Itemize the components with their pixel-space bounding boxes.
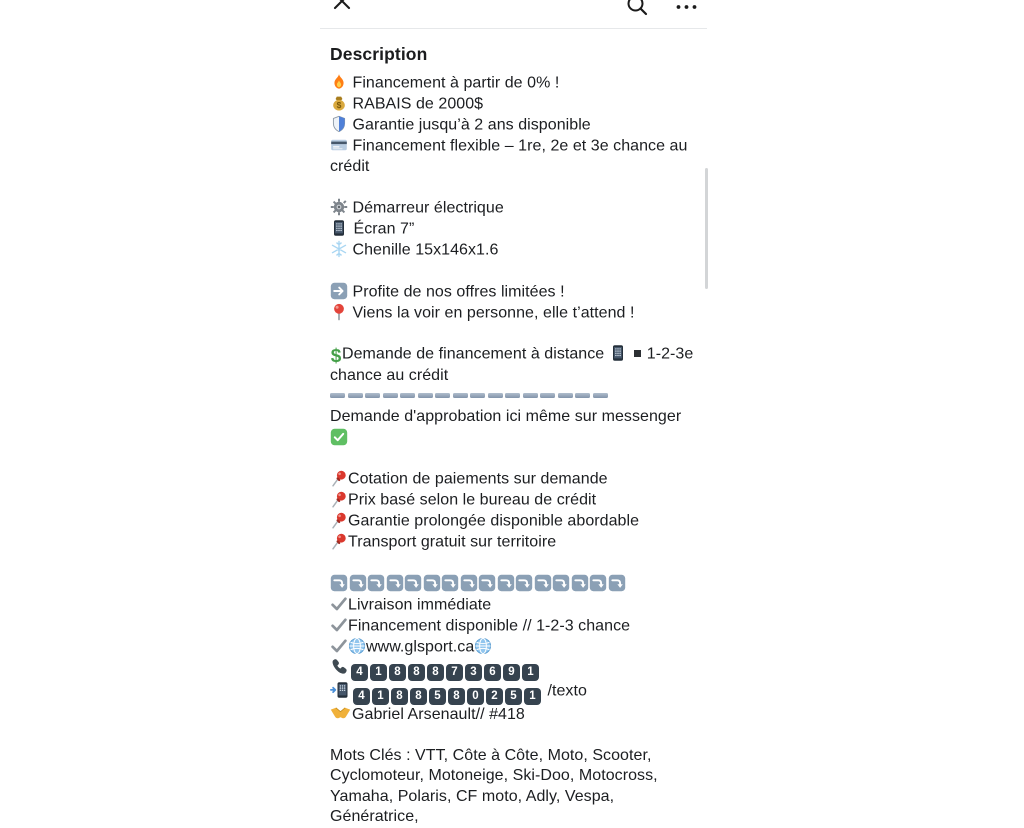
description-line: Financement disponible // 1-2-3 chance [330, 616, 698, 637]
description-line: Demande d'approbation ici même sur messenger [330, 407, 698, 449]
description-line: Prix basé selon le bureau de crédit [330, 490, 698, 511]
down-arrow-icon [497, 574, 515, 592]
section-title: Description [330, 44, 428, 64]
description-line: Chenille 15x146x1.6 [330, 240, 698, 261]
down-arrow-icon [404, 574, 422, 592]
keycap-digit: 1 [524, 688, 541, 705]
description-line: Cotation de paiements sur demande [330, 469, 698, 490]
description-line: Garantie jusqu’à 2 ans disponible [330, 115, 698, 136]
keycap-digit: 8 [408, 664, 425, 681]
blank-line [330, 178, 698, 199]
description-line: Gabriel Arsenault// #418 [330, 705, 698, 726]
keycap-digit: 4 [353, 688, 370, 705]
down-arrow-icon [367, 574, 385, 592]
heavy-minus-icon [540, 393, 555, 398]
fire-icon [330, 73, 348, 91]
keycap-digit: 8 [427, 664, 444, 681]
mobile-phone-icon [330, 219, 348, 237]
down-arrow-icon [423, 574, 441, 592]
right-arrow-icon [330, 282, 348, 300]
down-arrow-icon [552, 574, 570, 592]
heavy-minus-icon [453, 393, 468, 398]
scrollbar-thumb[interactable] [705, 168, 708, 289]
description-line: Livraison immédiate [330, 595, 698, 616]
heavy-minus-icon [330, 393, 345, 398]
description-line: Démarreur électrique [330, 198, 698, 219]
credit-card-icon [330, 136, 348, 154]
keycap-digit: 8 [410, 688, 427, 705]
check-mark-icon [330, 637, 348, 655]
check-mark-icon [330, 616, 348, 634]
description-line: www.glsport.ca [330, 637, 698, 658]
shield-icon [330, 115, 348, 133]
heavy-minus-icon [488, 393, 503, 398]
svg-text:$: $ [336, 100, 342, 110]
mobile-phone-icon [609, 344, 627, 362]
top-bar [320, 0, 707, 29]
description-line: Viens la voir en personne, elle t’attend ! [330, 303, 698, 324]
heavy-minus-icon [435, 393, 450, 398]
description-line [330, 658, 698, 682]
down-arrow-icon [460, 574, 478, 592]
description-line: crédit [330, 158, 370, 175]
keycap-digit: 9 [503, 664, 520, 681]
blank-line [330, 261, 698, 282]
description-line: $ Demande de financement à distance 1-2-3e [330, 345, 694, 367]
down-arrow-icon [386, 574, 404, 592]
snowflake-icon [330, 240, 348, 258]
keycap-digit: 5 [429, 688, 446, 705]
blank-line [330, 449, 698, 470]
description-line: Transport gratuit sur territoire [330, 532, 698, 553]
keycap-digit: 8 [391, 688, 408, 705]
round-pushpin-icon [330, 303, 348, 321]
more-options-icon[interactable] [675, 0, 699, 17]
keycap-digit: 1 [522, 664, 539, 681]
pushpin-icon [330, 511, 348, 529]
down-arrow-icon [478, 574, 496, 592]
down-arrow-icon [534, 574, 552, 592]
small-square-icon [634, 350, 641, 357]
description-section [320, 44, 707, 828]
heavy-minus-icon [505, 393, 520, 398]
heavy-minus-icon [593, 393, 608, 398]
listing-description-panel [320, 0, 707, 825]
description-line: Yamaha, Polaris, CF moto, Adly, Vespa, Génératrice, [330, 787, 619, 825]
heavy-minus-icon [418, 393, 433, 398]
description-line: Financement flexible – 1re, 2e et 3e chance au [330, 136, 698, 157]
keycap-digit: 2 [486, 688, 503, 705]
pushpin-icon [330, 490, 348, 508]
gear-icon [330, 198, 348, 216]
blank-line [330, 553, 698, 574]
description-line [330, 387, 698, 408]
phone-arrow-icon [330, 681, 351, 699]
description-line: Profite de nos offres limitées ! [330, 282, 698, 303]
heavy-minus-icon [575, 393, 590, 398]
heavy-minus-icon [400, 393, 415, 398]
green-check-icon [330, 428, 348, 446]
down-arrow-icon [571, 574, 589, 592]
keycap-digit: 8 [389, 664, 406, 681]
heavy-minus-icon [383, 393, 398, 398]
description-line [330, 574, 698, 595]
description-line: chance au crédit [330, 367, 449, 384]
keycap-digit: 1 [372, 688, 389, 705]
heavy-minus-icon [365, 393, 380, 398]
description-line: Cyclomoteur, Motoneige, Ski-Doo, Motocross, [330, 767, 658, 784]
blank-line [330, 324, 698, 345]
down-arrow-icon [330, 574, 348, 592]
down-arrow-icon [589, 574, 607, 592]
description-line: $ RABAIS de 2000$ [330, 94, 698, 115]
down-arrow-icon [608, 574, 626, 592]
down-arrow-icon [349, 574, 367, 592]
pushpin-icon [330, 532, 348, 550]
description-text [330, 73, 698, 828]
keycap-digit: 0 [467, 688, 484, 705]
globe-icon [348, 637, 366, 655]
description-line: Garantie prolongée disponible abordable [330, 511, 698, 532]
globe-icon [474, 637, 492, 655]
keycap-digit: 4 [351, 664, 368, 681]
description-line: 4 1 8 8 5 8 0 2 5 1 /texto [330, 681, 698, 705]
keycap-digit: 3 [465, 664, 482, 681]
description-line: Mots Clés : VTT, Côte à Côte, Moto, Scooter, [330, 746, 652, 764]
pushpin-icon [330, 469, 348, 487]
heavy-minus-icon [523, 393, 538, 398]
keycap-digit: 7 [446, 664, 463, 681]
down-arrow-icon [441, 574, 459, 592]
keycap-digit: 6 [484, 664, 501, 681]
down-arrow-icon [515, 574, 533, 592]
close-icon[interactable] [331, 0, 353, 17]
keycap-digit: 5 [505, 688, 522, 705]
keycap-digit: 8 [448, 688, 465, 705]
search-icon[interactable] [626, 0, 648, 21]
keycap-digit: 1 [370, 664, 387, 681]
heavy-minus-icon [558, 393, 573, 398]
dollar-sign-icon: $ [330, 346, 342, 367]
heavy-minus-icon [348, 393, 363, 398]
check-mark-icon [330, 595, 348, 613]
heavy-minus-icon [470, 393, 485, 398]
money-bag-icon [330, 94, 348, 112]
telephone-icon [330, 658, 348, 676]
description-line: Financement à partir de 0% ! [330, 73, 698, 94]
blank-line [330, 725, 698, 746]
handshake-icon [330, 705, 351, 721]
description-line: Écran 7” [330, 219, 698, 240]
